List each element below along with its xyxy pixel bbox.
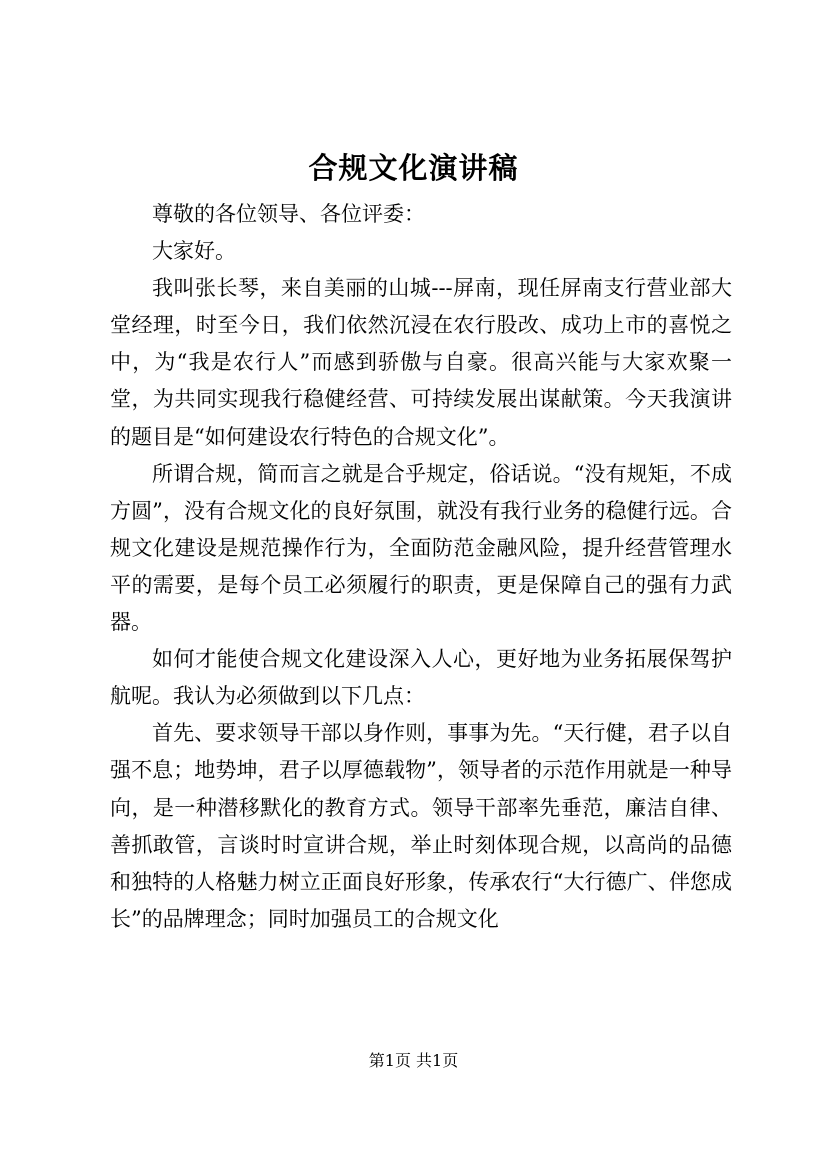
page-footer: 第1页 共1页 [368, 1051, 459, 1070]
introduction-paragraph: 我叫张长琴，来自美丽的山城---屏南，现任屏南支行营业部大堂经理，时至今日，我们依然沉浸在农行股改、成功上市的喜悦之中，为“我是农行人”而感到骄傲与自豪。很高兴能与大家欢聚一堂，为共同实现我行稳健经营、可持续发展出谋献策。今天我演讲的题目是“如何建设农行特色的合规文化”。 [110, 276, 732, 449]
salutation-paragraph: 尊敬的各位领导、各位评委： [152, 202, 425, 226]
first-point-paragraph: 首先、要求领导干部以身作则，事事为先。“天行健，君子以自强不息；地势坤，君子以厚德载物”，领导者的示范作用就是一种导向，是一种潜移默化的教育方式。领导干部率先垂范，廉洁自律、善抓敢管，言谈时时宣讲合规，举止时刻体现合规，以高尚的品德和独特的人格魅力树立正面良好形象，传承农行“大行德广、伴您成长”的品牌理念；同时加强员工的合规文化 [110, 721, 732, 931]
document-body [110, 196, 732, 938]
greeting-paragraph: 大家好。 [152, 239, 236, 264]
document-title: 合规文化演讲稿 [308, 151, 519, 185]
definition-paragraph: 所谓合规，简而言之就是合乎规定，俗话说。“没有规矩，不成方圆”，没有合规文化的良好氛围，就没有我行业务的稳健行远。合规文化建设是规范操作行为，全面防范金融风险，提升经营管理水平的需要，是每个员工必须履行的职责，更是保障自己的强有力武器。 [110, 461, 732, 635]
question-paragraph: 如何才能使合规文化建设深入人心，更好地为业务拓展保驾护航呢。我认为必须做到以下几点： [110, 647, 732, 709]
